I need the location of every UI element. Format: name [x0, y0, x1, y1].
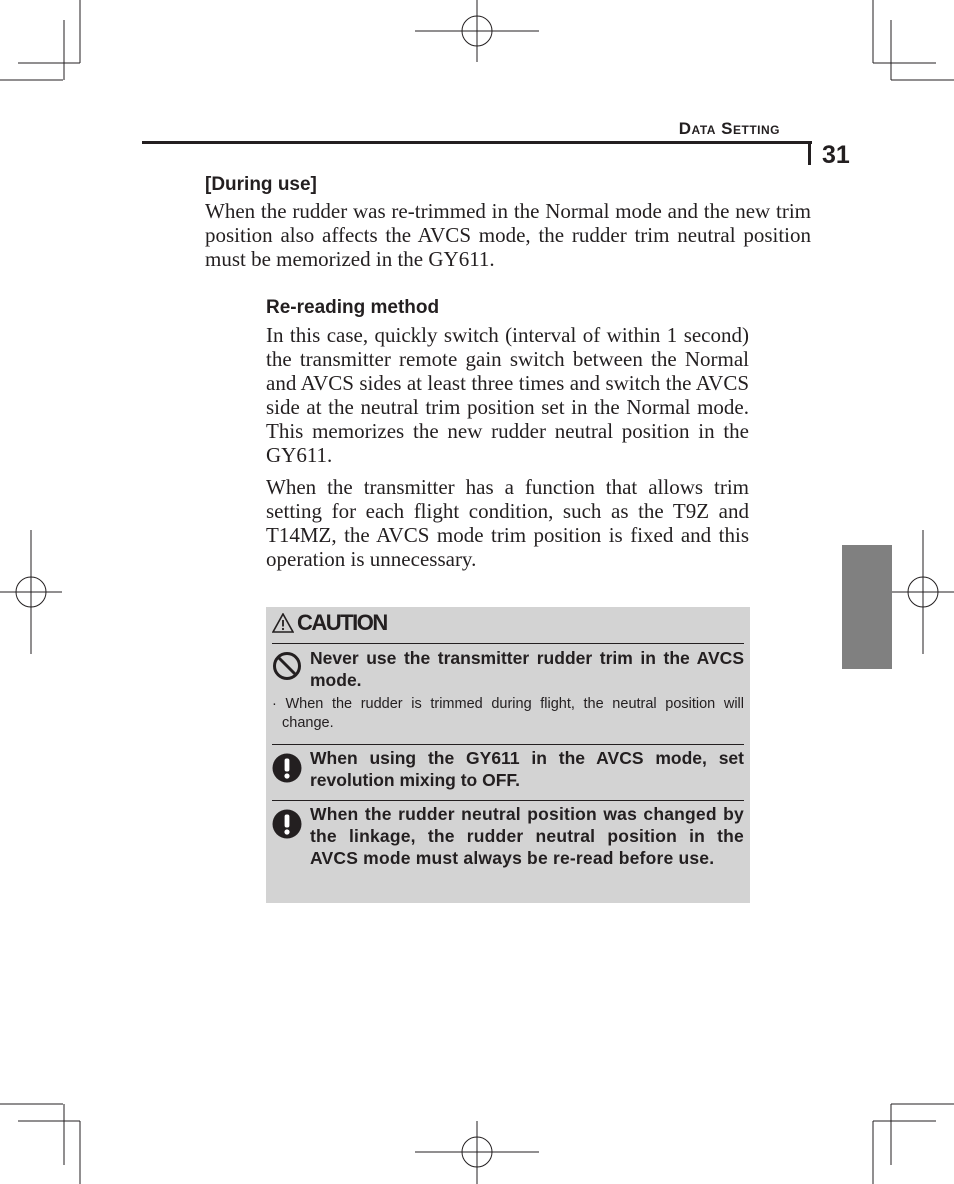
page-number: 31 [822, 141, 850, 169]
rereading-heading: Re-reading method [266, 297, 440, 318]
caution-item-1-note: · When the rudder is trimmed during flight, the neutral position will change. [272, 696, 744, 731]
caution-item-2-text: When using the GY611 in the AVCS mode, set revolution mixing to OFF. [310, 748, 744, 790]
page-number-bar [808, 141, 811, 165]
rereading-paragraph-1: In this case, quickly switch (interval of within 1 second) the transmitter remote gain switch between the Normal and AVCS sides at least three times and switch the AVCS side at the neutral trim position set in the Normal mode. This memorizes the new rudder neutral position in the GY611. [266, 323, 749, 467]
caution-divider [272, 800, 744, 801]
rereading-paragraph-2: When the transmitter has a function that allows trim setting for each flight condition, such as the T9Z and T14MZ, the AVCS mode trim position is fixed and this operation is unnecessary. [266, 475, 749, 571]
header-rule [142, 141, 812, 144]
during-use-body: When the rudder was re-trimmed in the Normal mode and the new trim position also affects the AVCS mode, the rudder trim neutral position must be memorized in the GY611. [205, 199, 811, 271]
exclamation-icon [272, 809, 302, 839]
thumb-index-tab [842, 545, 892, 669]
warning-triangle-icon [272, 613, 294, 633]
caution-title: CAUTION [297, 610, 387, 635]
caution-divider [272, 744, 744, 745]
prohibition-icon [272, 651, 302, 681]
section-title: Data Setting [678, 119, 780, 138]
exclamation-icon [272, 753, 302, 783]
during-use-heading: [During use] [205, 174, 317, 195]
caution-divider [272, 643, 744, 644]
caution-box [266, 607, 750, 903]
caution-item-1-text: Never use the transmitter rudder trim in the AVCS mode. [310, 648, 744, 690]
caution-item-3-text: When the rudder neutral position was changed by the linkage, the rudder neutral position in the AVCS mode must always be re-read before use. [310, 804, 744, 868]
